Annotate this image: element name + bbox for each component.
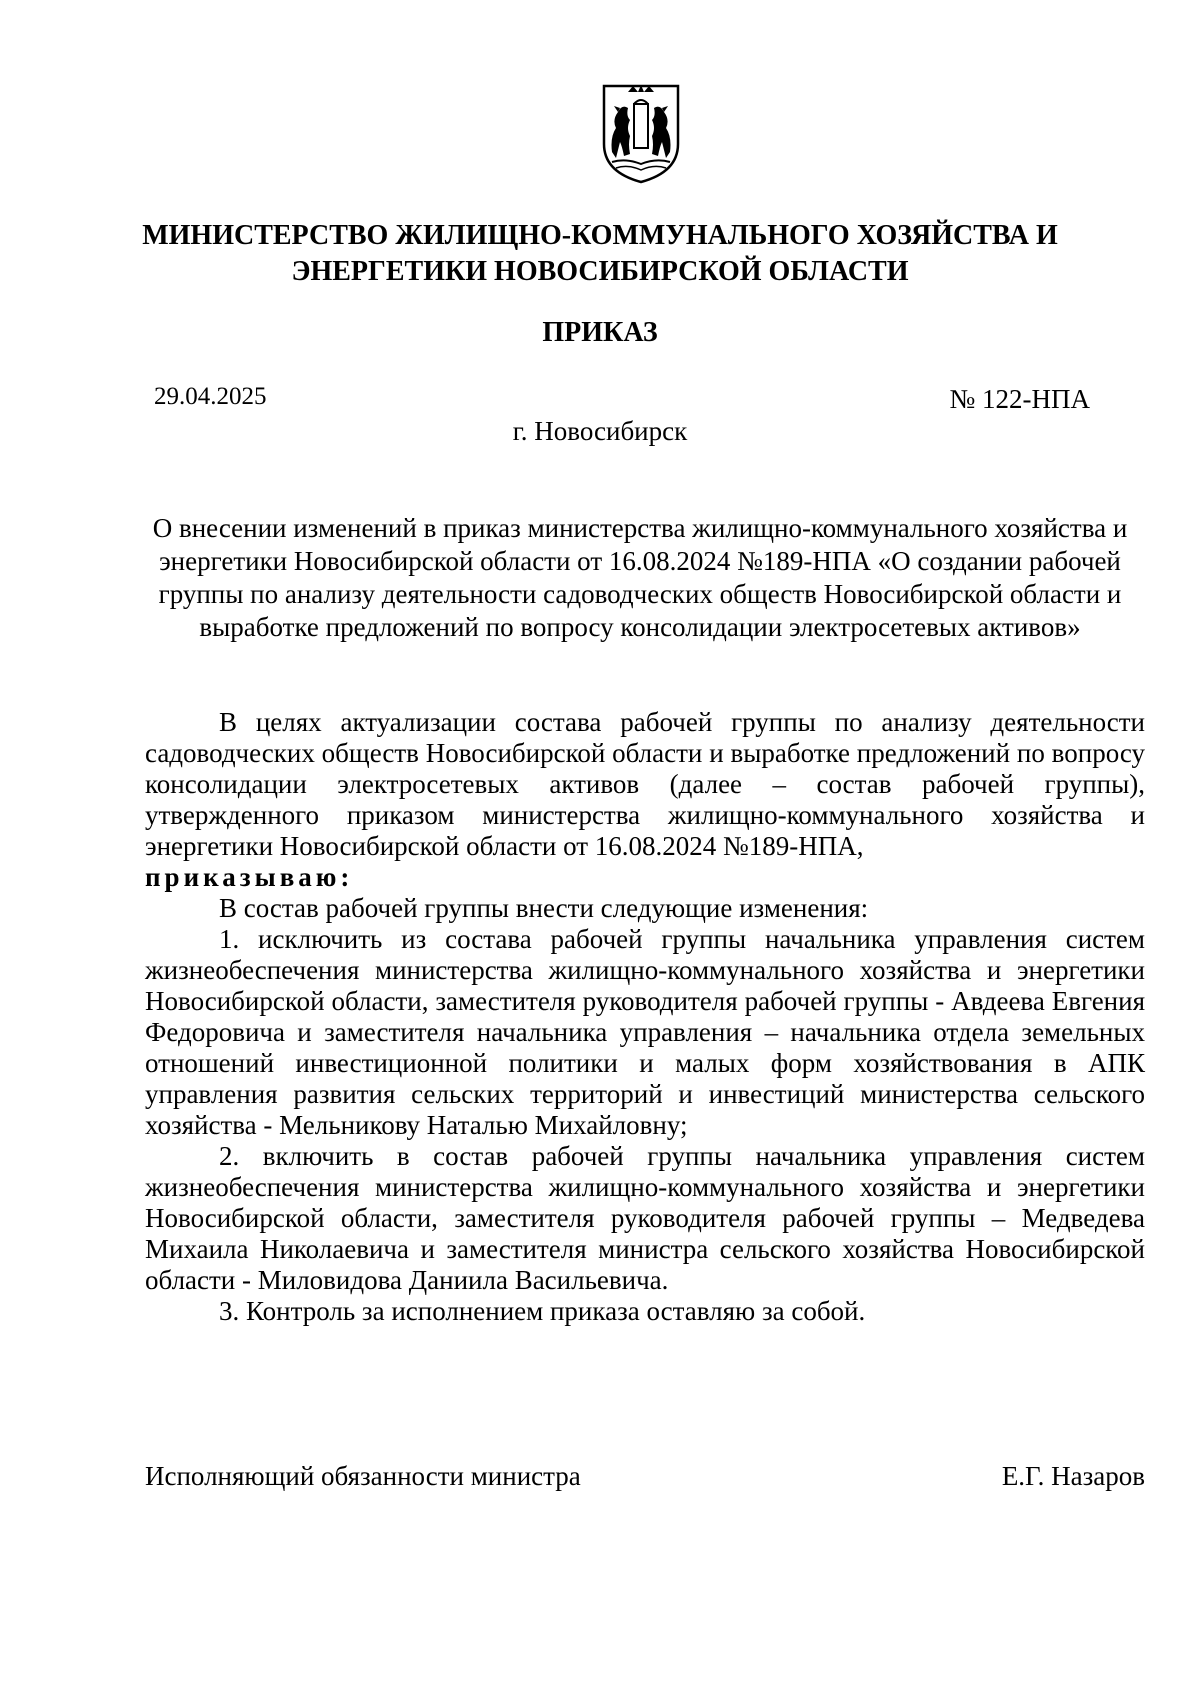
signatory-name: Е.Г. Назаров [1001,1461,1145,1491]
intro-paragraph: В состав рабочей группы внести следующие изменения: [219,893,869,923]
item-3-paragraph: 3. Контроль за исполнением приказа оставляю за собой. [219,1296,866,1326]
ministry-name-line1: МИНИСТЕРСТВО ЖИЛИЩНО-КОММУНАЛЬНОГО ХОЗЯЙСТВА И [142,220,1058,251]
item-1-paragraph: 1. исключить из состава рабочей группы начальника управления систем жизнеобеспечения министерства жилищно-коммунального хозяйства и энергетики Новосибирской области, заместителя руководителя рабочей группы - Авдеева Евгения Федоровича и заместителя начальника управления – начальника отдела земельных отношений инвестиционной политики и малых форм хозяйствования в АПК управления развития сельских территорий и инвестиций министерства сельского хозяйства - Мельникову Наталью Михайловну; [145,924,1145,1140]
ministry-name-line2: ЭНЕРГЕТИКИ НОВОСИБИРСКОЙ ОБЛАСТИ [291,256,909,287]
order-body [145,707,1145,1327]
order-number: № 122-НПА [949,384,1090,414]
preamble-text: В целях актуализации состава рабочей группы по анализу деятельности садоводческих обществ Новосибирской области и выработке предложений по вопросу консолидации электросетевых активов (далее – состав рабочей группы), утвержденного приказом министерства жилищно-коммунального хозяйства и энергетики Новосибирской области от 16.08.2024 №189-НПА, [145,707,1145,861]
order-date: 29.04.2025 [154,383,267,410]
preamble-paragraph [145,707,1145,862]
coat-of-arms-icon [600,82,682,186]
signatory-position: Исполняющий обязанности министра [145,1461,581,1491]
order-subject: О внесении изменений в приказ министерства жилищно-коммунального хозяйства и энергетики Новосибирской области от 16.08.2024 №189-НПА «О создании рабочей группы по анализу деятельности садоводческих обществ Новосибирской области и выработке предложений по вопросу консолидации электросетевых активов» [152,513,1128,642]
order-title: ПРИКАЗ [542,317,658,348]
order-word-paragraph [145,862,1145,893]
order-city: г. Новосибирск [512,416,688,446]
ministry-name [130,218,1070,290]
item-2-paragraph: 2. включить в состав рабочей группы начальника управления систем жизнеобеспечения министерства жилищно-коммунального хозяйства и энергетики Новосибирской области, заместителя руководителя рабочей группы – Медведева Михаила Николаевича и заместителя министра сельского хозяйства Новосибирской области - Миловидова Даниила Васильевича. [145,1141,1145,1295]
order-word: приказываю: [145,862,354,892]
